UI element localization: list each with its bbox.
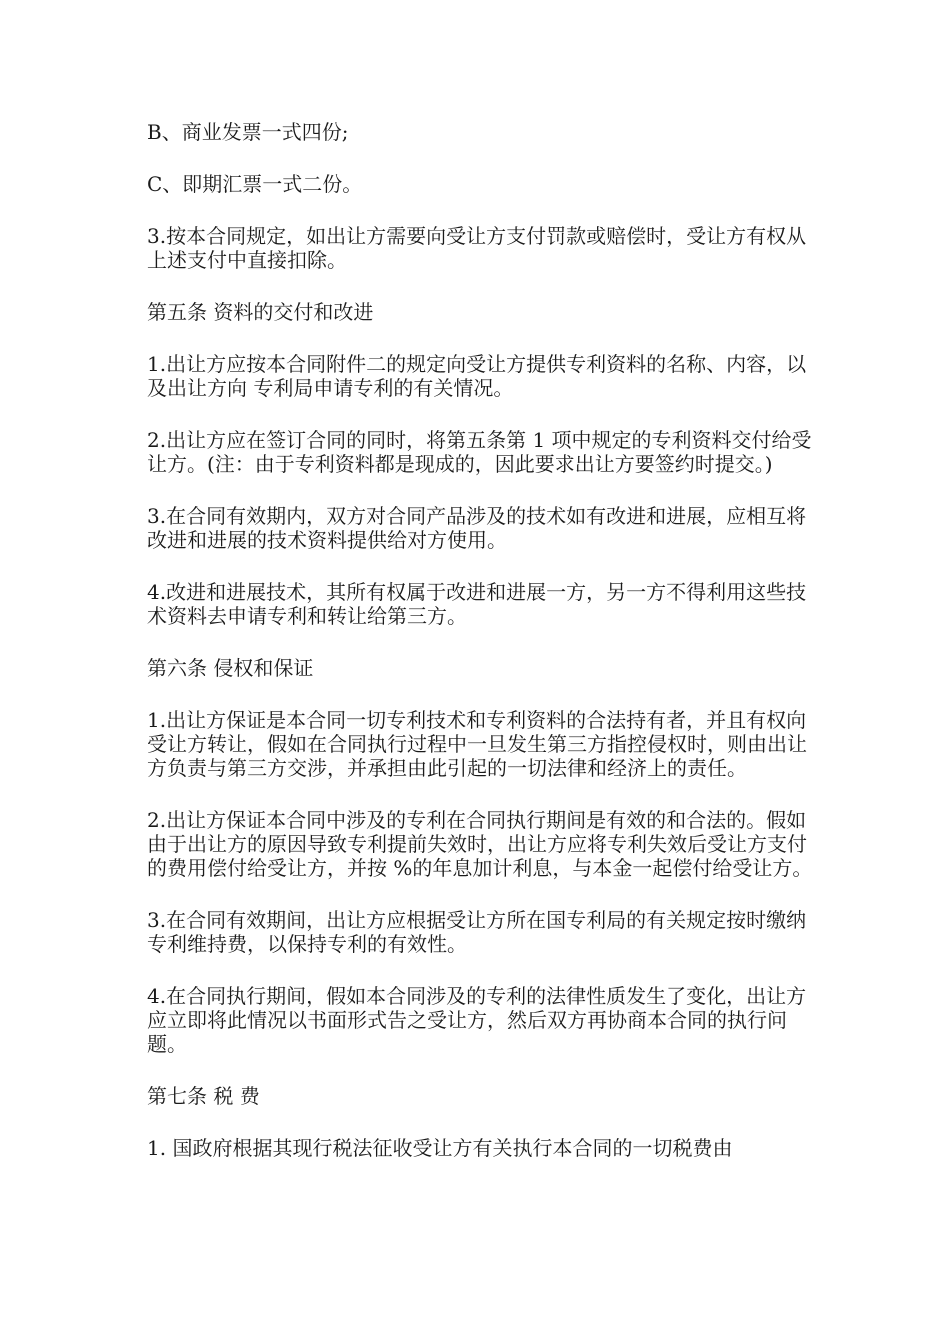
paragraph-art7-item1: 1. 国政府根据其现行税法征收受让方有关执行本合同的一切税费由 — [147, 1136, 733, 1160]
paragraph-draft: C、即期汇票一式二份。 — [147, 172, 363, 196]
paragraph-art5-item4: 4.改进和进展技术，其所有权属于改进和进展一方，另一方不得利用这些技术资料去申请专利和转让给第三方。 — [147, 580, 807, 628]
section-heading-article-6: 第六条 侵权和保证 — [147, 656, 314, 680]
paragraph-art5-item2: 2.出让方应在签订合同的同时，将第五条第 1 项中规定的专利资料交付给受让方。(注：由于专利资料都是现成的，因此要求出让方要签约时提交。) — [147, 428, 812, 476]
paragraph-art6-item1: 1.出让方保证是本合同一切专利技术和专利资料的合法持有者，并且有权向受让方转让，假如在合同执行过程中一旦发生第三方指控侵权时，则由出让方负责与第三方交涉，并承担由此引起的一切法律和经济上的责任。 — [147, 708, 807, 780]
section-heading-article-5: 第五条 资料的交付和改进 — [147, 300, 374, 324]
section-heading-article-7: 第七条 税 费 — [147, 1084, 260, 1108]
document-body — [147, 120, 817, 1188]
paragraph-deduction: 3.按本合同规定，如出让方需要向受让方支付罚款或赔偿时，受让方有权从上述支付中直接扣除。 — [147, 224, 807, 272]
paragraph-art6-item3: 3.在合同有效期间，出让方应根据受让方所在国专利局的有关规定按时缴纳专利维持费，以保持专利的有效性。 — [147, 908, 807, 956]
paragraph-art5-item1: 1.出让方应按本合同附件二的规定向受让方提供专利资料的名称、内容，以及出让方向 专利局申请专利的有关情况。 — [147, 352, 807, 400]
paragraph-art5-item3: 3.在合同有效期内，双方对合同产品涉及的技术如有改进和进展，应相互将改进和进展的技术资料提供给对方使用。 — [147, 504, 807, 552]
paragraph-art6-item4: 4.在合同执行期间，假如本合同涉及的专利的法律性质发生了变化，出让方应立即将此情况以书面形式告之受让方，然后双方再协商本合同的执行问题。 — [147, 984, 807, 1056]
paragraph-art6-item2: 2.出让方保证本合同中涉及的专利在合同执行期间是有效的和合法的。假如由于出让方的原因导致专利提前失效时，出让方应将专利失效后受让方支付的费用偿付给受让方，并按 %的年息加计利息，与本金一起偿付给受让方。 — [147, 808, 813, 880]
paragraph-invoice: B、商业发票一式四份; — [147, 120, 349, 144]
